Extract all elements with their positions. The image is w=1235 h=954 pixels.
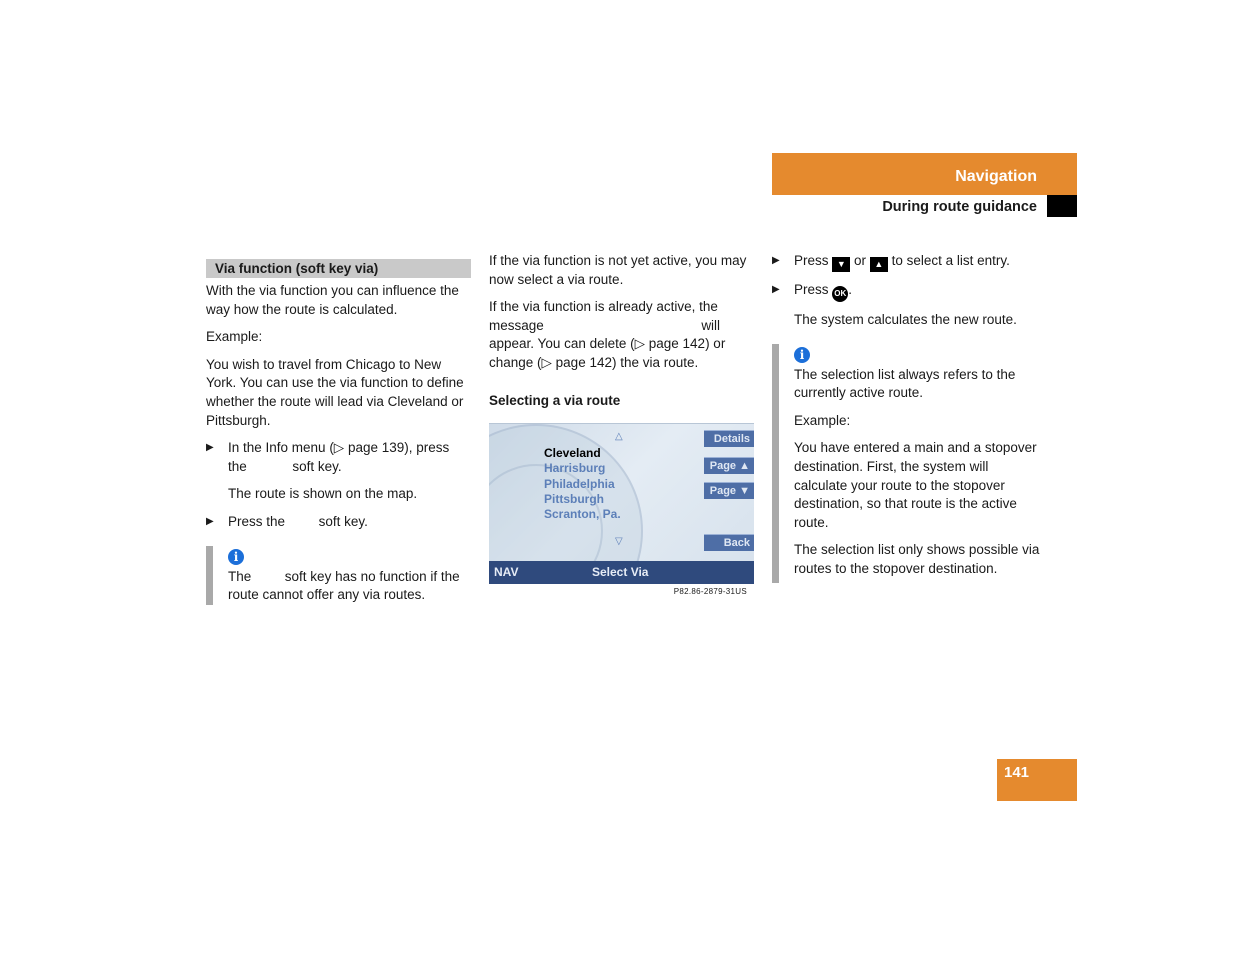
info-text-2: The selection list only shows possible via routes to the stopover destination. bbox=[794, 542, 1040, 576]
column-right bbox=[772, 252, 1040, 583]
info-text-a: The bbox=[228, 568, 252, 584]
nav-screen bbox=[489, 423, 754, 584]
info-text bbox=[228, 568, 471, 605]
step-press-softkey bbox=[206, 513, 471, 532]
step-info-menu bbox=[206, 439, 471, 476]
step-text-b: . bbox=[848, 282, 853, 297]
list-item[interactable]: Harrisburg bbox=[544, 461, 606, 476]
via-list bbox=[544, 446, 621, 522]
list-item[interactable]: Philadelphia bbox=[544, 476, 615, 491]
column-middle bbox=[489, 252, 755, 596]
header-bar bbox=[772, 153, 1077, 195]
info-example: You have entered a main and a stopover destination. First, the system will calculate your route to the stopover destination, so that route is the active route. bbox=[794, 440, 1037, 530]
back-button[interactable]: Back bbox=[704, 534, 754, 551]
para-not-active: If the via function is not yet active, you may now select a via route. bbox=[489, 253, 747, 287]
info-icon: i bbox=[228, 549, 244, 565]
step-text-b: to select a list entry. bbox=[891, 253, 1010, 268]
info-text-b: soft key has no function if the route cannot offer any via routes. bbox=[228, 568, 460, 603]
example-label: Example: bbox=[206, 329, 263, 345]
details-button[interactable]: Details bbox=[704, 430, 754, 447]
para-active bbox=[489, 298, 755, 372]
scroll-up-icon[interactable]: △ bbox=[615, 431, 623, 443]
subheading: Selecting a via route bbox=[489, 392, 621, 408]
ok-key-icon: OK bbox=[832, 286, 848, 302]
section-heading: Via function (soft key via) bbox=[206, 259, 471, 278]
step-text-or: or bbox=[854, 253, 867, 268]
list-item[interactable]: Scranton, Pa. bbox=[544, 507, 621, 522]
info-example-label: Example: bbox=[794, 412, 851, 428]
list-item[interactable]: Pittsburgh bbox=[544, 492, 604, 507]
triangle-bullet-icon: ▶ bbox=[772, 255, 780, 266]
step-text-a: Press bbox=[794, 282, 829, 297]
step-text-a: Press the bbox=[228, 513, 286, 529]
step-text-a: Press bbox=[794, 253, 829, 268]
screen-status-bar bbox=[489, 561, 754, 584]
info-text: The selection list always refers to the currently active route. bbox=[794, 366, 1016, 401]
step-text-a: In the Info menu (▷ page 139), press the bbox=[228, 440, 450, 474]
up-key-icon: ▲ bbox=[870, 257, 888, 272]
info-note bbox=[206, 546, 471, 605]
step-select-entry bbox=[772, 252, 1040, 272]
screen-title: Select Via bbox=[592, 565, 649, 580]
triangle-bullet-icon: ▶ bbox=[206, 442, 214, 454]
column-left bbox=[206, 259, 471, 605]
list-item[interactable]: Cleveland bbox=[544, 446, 601, 461]
intro-text: With the via function you can influence the way how the route is calculated. bbox=[206, 283, 459, 317]
page-down-button[interactable]: Page ▼ bbox=[704, 482, 754, 499]
step-result: The route is shown on the map. bbox=[228, 486, 418, 502]
page-number: 141 bbox=[1004, 764, 1030, 781]
down-key-icon: ▼ bbox=[832, 257, 850, 272]
subsection-title: During route guidance bbox=[882, 199, 1037, 215]
triangle-bullet-icon: ▶ bbox=[206, 515, 214, 527]
para-active-a: If the via function is already active, the message bbox=[489, 299, 718, 333]
header-marker bbox=[1047, 195, 1077, 217]
step-text-b: soft key. bbox=[292, 458, 342, 474]
step-press-ok bbox=[772, 281, 1040, 302]
step-result: The system calculates the new route. bbox=[794, 312, 1017, 327]
page-number-box bbox=[997, 759, 1077, 801]
para-active-b: will appear. You can delete (▷ page 142) or change (▷ page 142) the via route. bbox=[489, 317, 726, 370]
page-up-button[interactable]: Page ▲ bbox=[704, 457, 754, 474]
figure-caption: P82.86-2879-31US bbox=[673, 587, 747, 597]
triangle-bullet-icon: ▶ bbox=[772, 284, 780, 295]
section-title: Navigation bbox=[955, 168, 1037, 185]
step-text-b: soft key. bbox=[318, 513, 368, 529]
nav-label: NAV bbox=[494, 565, 519, 580]
info-icon: i bbox=[794, 347, 810, 363]
info-note bbox=[772, 344, 1040, 583]
scroll-down-icon[interactable]: ▽ bbox=[615, 536, 623, 548]
example-text: You wish to travel from Chicago to New York. You can use the via function to define whether the route will lead via Cleveland or Pittsburgh. bbox=[206, 356, 464, 428]
